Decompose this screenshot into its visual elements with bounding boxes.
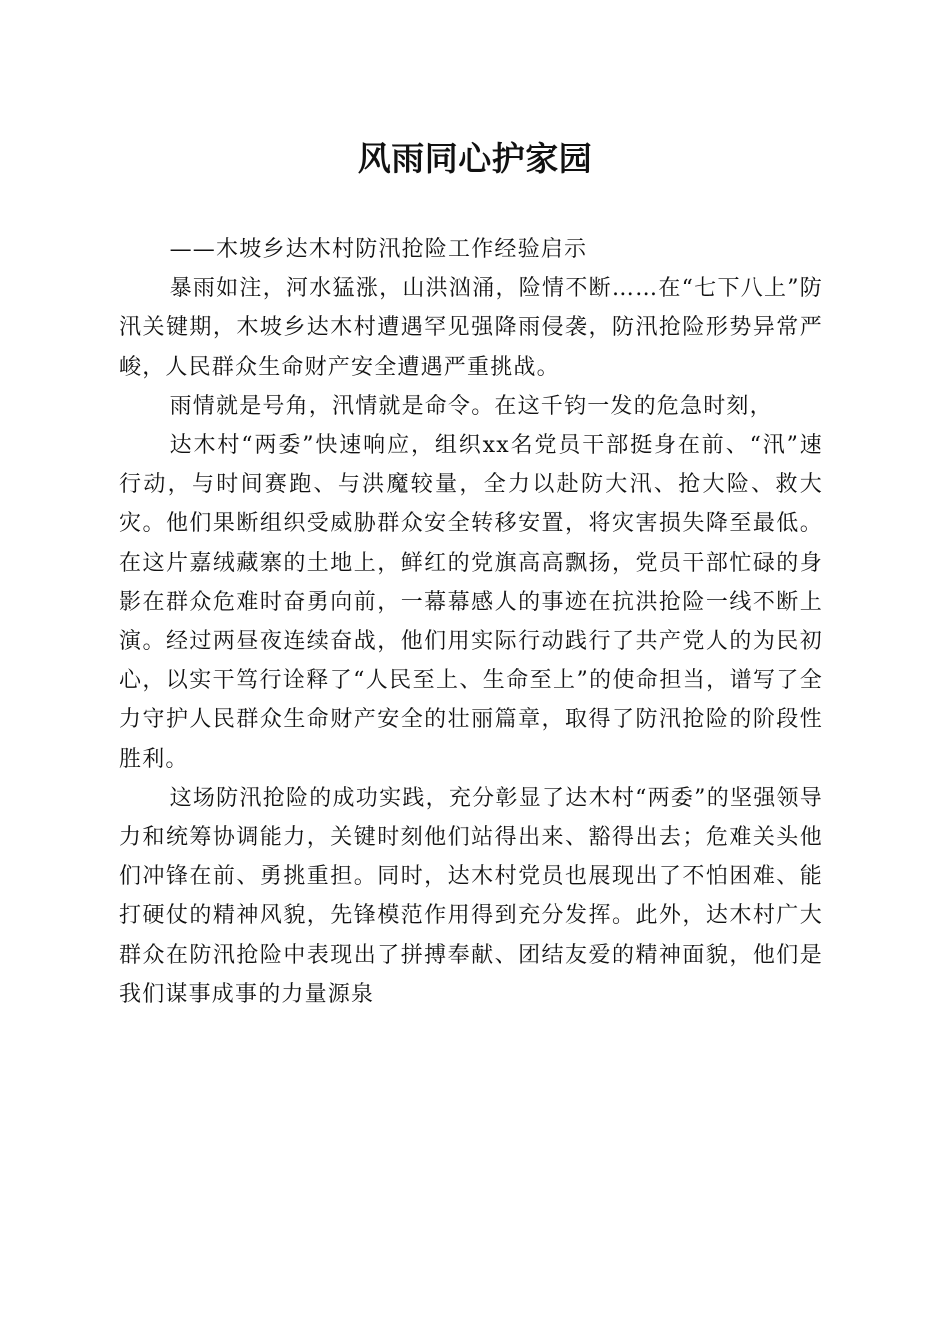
paragraph: 这场防汛抢险的成功实践，充分彰显了达木村“两委”的坚强领导力和统筹协调能力，关键时刻他们站得出来、豁得出去；危难关头他们冲锋在前、勇挑重担。同时，达木村党员也展现出了不怕困难、能打硬仗的精神风貌，先锋模范作用得到充分发挥。此外，达木村广大群众在防汛抢险中表现出了拼搏奉献、团结友爱的精神面貌，他们是我们谋事成事的力量源泉 [119, 785, 823, 1007]
paragraph: 暴雨如注，河水猛涨，山洪汹涌，险情不断……在“七下八上”防汛关键期，木坡乡达木村遭遇罕见强降雨侵袭，防汛抢险形势异常严峻，人民群众生命财产安全遭遇严重挑战。 [119, 276, 823, 380]
paragraph: 雨情就是号角，汛情就是命令。在这千钧一发的危急时刻， [169, 393, 773, 419]
document-body [119, 230, 823, 1014]
document-subtitle: ——木坡乡达木村防汛抢险工作经验启示 [169, 237, 588, 262]
paragraph: 达木村“两委”快速响应，组织xx名党员干部挺身在前、“汛”速行动，与时间赛跑、与洪魔较量，全力以赴防大汛、抢大险、救大灾。他们果断组织受威胁群众安全转移安置，将灾害损失降至最低。在这片嘉绒藏寨的土地上，鲜红的党旗高高飘扬，党员干部忙碌的身影在群众危难时奋勇向前，一幕幕感人的事迹在抗洪抢险一线不断上演。经过两昼夜连续奋战，他们用实际行动践行了共产党人的为民初心，以实干笃行诠释了“人民至上、生命至上”的使命担当，谱写了全力守护人民群众生命财产安全的壮丽篇章，取得了防汛抢险的阶段性胜利。 [119, 433, 823, 772]
document-title: 风雨同心护家园 [357, 139, 593, 178]
